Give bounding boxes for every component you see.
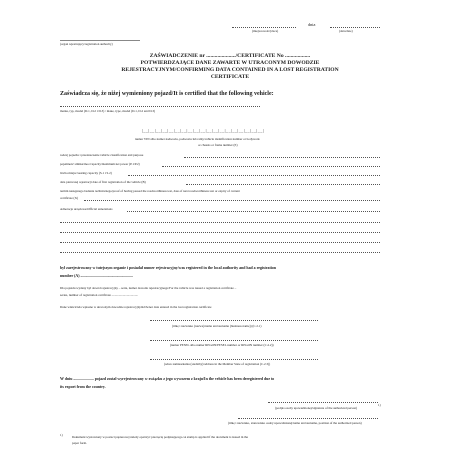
deregistration-line-2: its export from the country.: [60, 385, 106, 389]
seats-label: liczba miejsc/seating capacity (S.1 i S.2): [60, 171, 112, 175]
owner-address-label: (adres zamieszkania (siedziby)/address in the Member State of registration (C.2.3)): [164, 362, 271, 366]
capacity-line: [162, 166, 380, 167]
seats-line: [128, 175, 380, 176]
vehicle-category-label: rodzaj pojazdu i przeznaczenie vehicle classification and purpose: [60, 153, 144, 157]
signature-footnote-mark: 1): [378, 403, 381, 407]
annotations-line-2: [60, 222, 380, 223]
authorized-person-line: [238, 418, 378, 419]
owner-address-line: [150, 359, 318, 360]
certificate-title-line1: ZAŚWIADCZENIE nr ...................../CERTIFICATE No ..................: [149, 53, 311, 59]
first-registration-label: data pierwszej rejestracji date of first registration of the vehicle (B): [60, 180, 146, 184]
inspection-line: [84, 200, 380, 201]
owner-name-label: (imię i nazwisko (nazwa)/name and surname (business name)) (C.2.1): [172, 324, 262, 328]
annotations-line-4: [60, 242, 380, 243]
owner-pesel-label: (numer PESEL albo numer REGON/PESEL number or REGON number (C.2.2)): [170, 343, 274, 347]
registered-line-1: był zarejestrowany w tutejszym organie i posiadał numer rejestracyjny/was registered in the local authority and had a registration: [60, 266, 276, 270]
signature-line: [268, 402, 378, 403]
vin-boxes: |__|__|__|__|__|__|__|__|__|__|__|__|__|__|__|__|__|__|__|: [142, 128, 265, 133]
date-line: [330, 27, 380, 28]
footnote-line-1: Dokument wystawiony w postaci papierowej należy opatrzyć pieczęcią podpisującego./A stamp is applied if the document is issued in the: [72, 435, 249, 439]
annotations-line-1: [127, 211, 380, 212]
issued-certificate-line-1: Dla pojazdu wydany był dowód rejestracyjny – seria, numer dowodu rejestracyjnego/For the vehicle was issued a registration certificate –: [60, 286, 237, 290]
make-label: marka, typ, model (D.1, D.2 i D.3) / make, type, model (D.1, D.2 and D.3): [60, 109, 156, 113]
footnote-mark: 1): [60, 433, 63, 437]
owner-data-label: Dane właściciela wpisane w utraconym dowodzie rejestracyjnym/Owner data entered in the lost registration certificate: [60, 305, 212, 309]
inspection-label-2: certificate (X): [60, 196, 78, 200]
certificate-title-line3: REJESTRACYJNYM/CONFIRMING DATA CONTAINED IN A LOST REGISTRATION: [121, 67, 339, 73]
date-label: (data/date): [339, 29, 353, 33]
inspection-label: termin następnego badania technicznego/proof of having passed the roadworthiness test, date of next roadworthiness test or expiry of current: [60, 189, 240, 193]
footnote-line-2: paper form.: [72, 441, 87, 445]
authority-line: [60, 40, 140, 41]
annotations-line-5: [60, 252, 380, 253]
authorized-person-label: (imię i nazwisko, stanowisko osoby upoważnionej/name and surname, position of the authorized person): [228, 421, 362, 425]
registered-line-2: number (A) ......................................................: [60, 274, 133, 278]
certificate-title-line2: POTWIERDZAJĄCE DANE ZAWARTE W UTRACONYM DOWODZIE: [140, 60, 320, 66]
annotations-label: Adnotacje urzędowe/Official annotations: [60, 207, 113, 211]
owner-pesel-line: [150, 340, 318, 341]
place-label: (miejscowość/place): [252, 29, 279, 33]
date-word: dnia: [308, 22, 316, 27]
annotations-line-3: [60, 232, 380, 233]
certificate-title-line4: CERTIFICATE: [210, 74, 250, 80]
make-line: [60, 106, 260, 107]
vehicle-category-line: [184, 157, 380, 158]
place-line: [232, 27, 296, 28]
issued-certificate-line-2: series, number of registration certificate .................................: [60, 293, 138, 297]
authority-label: (organ rejestrujący/registration authority): [60, 42, 113, 46]
deregistration-line-1: W dniu ..................... pojazd został wyrejestrowany w związku z jego wywozem z kraju/In the vehicle has been deregistered due to: [60, 377, 275, 381]
capacity-label: pojemność silnika/moc/capacity/maximum net power (P.1/P.2): [60, 162, 140, 166]
owner-name-line: [150, 320, 318, 321]
certify-heading: Zaświadcza się, że niżej wymieniony pojazd/It is certified that the following vehicle:: [60, 91, 274, 97]
vin-label: numer VIN albo numer nadwozia, podwozia lub ramy/vehicle identification number or bodywork: [135, 137, 260, 141]
first-registration-line: [186, 184, 380, 185]
vin-label-2: or chassis or frame number (E): [198, 143, 238, 147]
signature-label: (podpis osoby upoważnionej/signature of the authorized person): [275, 406, 357, 410]
